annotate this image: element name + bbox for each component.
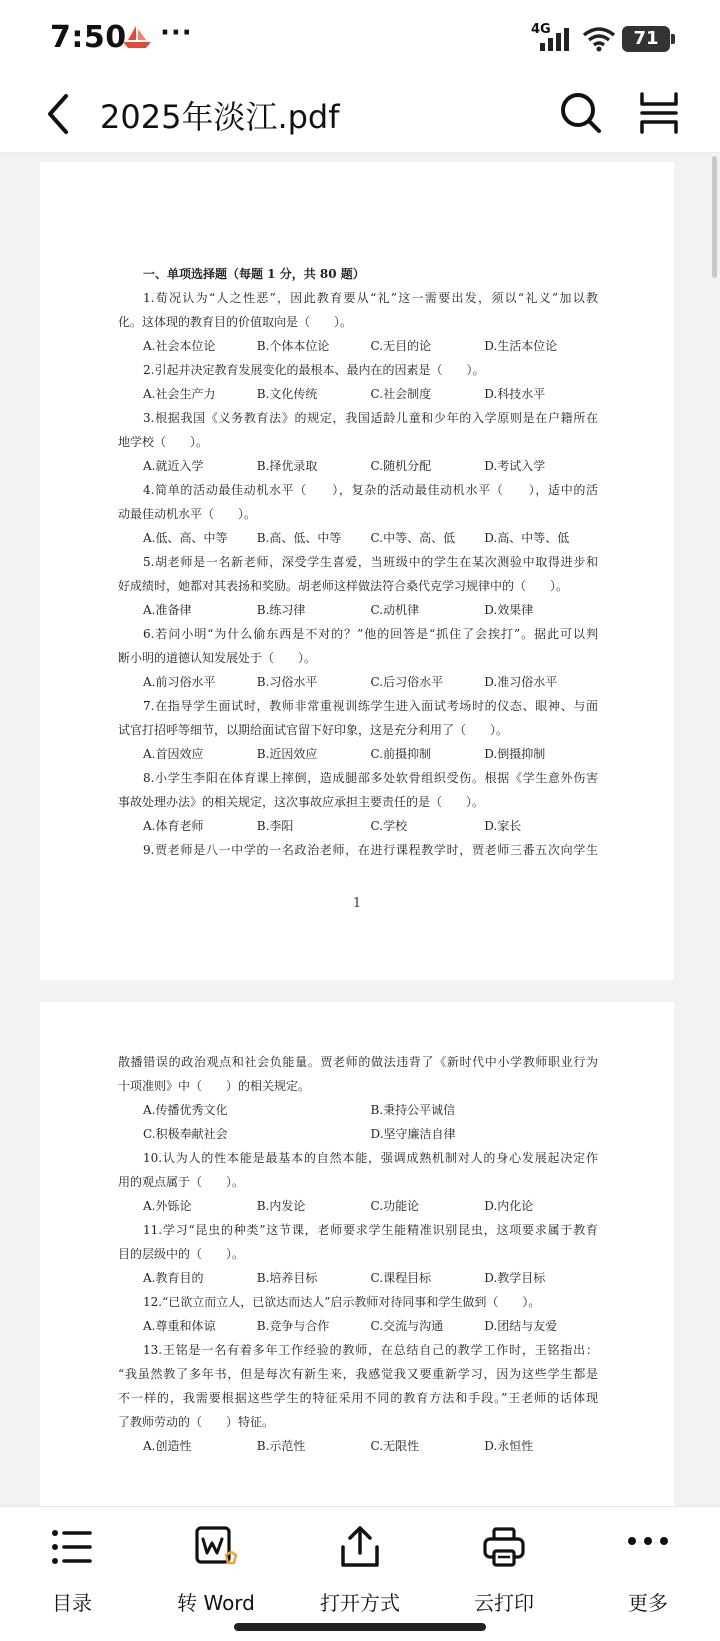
question-line: 十项准则》中（ ）的相关规定。	[118, 1079, 311, 1093]
pdf-page-2	[40, 1002, 674, 1522]
page-2-content	[118, 1050, 598, 1458]
option: C.积极奉献社会	[143, 1127, 228, 1141]
option: C.学校	[370, 819, 408, 833]
option: A.教育目的	[143, 1271, 204, 1285]
option: B.择优录取	[256, 459, 318, 473]
cloud-print-button[interactable]	[444, 1507, 564, 1617]
option: C.无目的论	[370, 339, 432, 353]
option: B.习俗水平	[256, 675, 318, 689]
option: D.科技水平	[484, 387, 546, 401]
pdf-page-1	[40, 162, 674, 980]
status-time: 7:50	[50, 20, 127, 55]
option: C.动机律	[370, 603, 420, 617]
more-dots-icon	[626, 1525, 670, 1569]
question-line: 不一样的，我需要根据这些学生的特征采用不同的教育方法和手段。”王老师的话体现	[118, 1391, 598, 1405]
options-row	[118, 1314, 598, 1338]
options-row	[118, 742, 598, 766]
question-line: 目的层级中的（ ）。	[118, 1247, 245, 1261]
word-convert-icon	[194, 1525, 238, 1569]
option: C.课程目标	[370, 1271, 432, 1285]
option: C.社会制度	[370, 387, 432, 401]
option: A.社会本位论	[143, 339, 216, 353]
options-row	[118, 598, 598, 622]
option: A.创造性	[143, 1439, 192, 1453]
option: D.永恒性	[484, 1439, 534, 1453]
question-line: 6.若问小明“为什么偷东西是不对的？”他的回答是“抓住了会挨打”。据此可以判	[143, 627, 598, 641]
option: B.近因效应	[256, 747, 318, 761]
question-line: 11.学习“昆虫的种类”这节课，老师要求学生能精准识别昆虫，这项要求属于教育	[143, 1223, 598, 1237]
to-word-label: 转 Word	[177, 1591, 255, 1615]
option: C.功能论	[370, 1199, 420, 1213]
option: D.家长	[484, 819, 522, 833]
more-notifications-icon: ···	[160, 18, 193, 48]
question-line: “我虽然教了多年书，但是每次有新生来，我感觉我又要重新学习，因为这些学生都是	[118, 1367, 598, 1381]
option: D.高、中等、低	[484, 531, 570, 545]
option: D.生活本位论	[484, 339, 558, 353]
signal-icon	[540, 26, 576, 52]
question-line: 4.简单的活动最佳动机水平（ ），复杂的活动最佳动机水平（ ），适中的活	[143, 483, 598, 497]
open-with-label: 打开方式	[320, 1591, 400, 1615]
question-line: 1.荀况认为“人之性恶”，因此教育要从“礼”这一需要出发，须以“礼义”加以教	[143, 291, 598, 305]
option: C.前摄抑制	[370, 747, 432, 761]
network-type: 4G	[531, 22, 551, 37]
section-heading: 一、单项选择题（每题 1 分，共 80 题）	[143, 267, 365, 281]
question-line: 用的观点属于（ ）。	[118, 1175, 245, 1189]
question-line: 13.王铭是一名有着多年工作经验的教师，在总结自己的教学工作时，王铭指出：	[143, 1343, 598, 1357]
option: B.高、低、中等	[256, 531, 342, 545]
options-row	[118, 526, 598, 550]
options-row	[118, 1098, 598, 1122]
bottom-toolbar	[0, 1506, 720, 1641]
header-bar	[0, 76, 720, 153]
option: B.秉持公平诚信	[370, 1103, 456, 1117]
option: D.倒摄抑制	[484, 747, 546, 761]
option: A.前习俗水平	[143, 675, 216, 689]
question-line: 断小明的道德认知发展处于（ ）。	[118, 651, 317, 665]
question-line: 9.贾老师是八一中学的一名政治老师，在进行课程教学时，贾老师三番五次向学生	[143, 843, 598, 857]
question-line: 2.引起并决定教育发展变化的最根本、最内在的因素是（ ）。	[143, 363, 485, 377]
option: A.就近入学	[143, 459, 204, 473]
option: A.低、高、中等	[143, 531, 228, 545]
option: B.练习律	[256, 603, 306, 617]
share-icon	[338, 1525, 382, 1569]
question-line: 动最佳动机水平（ ）。	[118, 507, 257, 521]
page-1-content	[118, 262, 598, 862]
question-line: 化。这体现的教育目的价值取向是（ ）。	[118, 315, 353, 329]
option: D.考试入学	[484, 459, 546, 473]
options-row	[118, 1434, 598, 1458]
question-line: 试官打招呼等细节，以期给面试官留下好印象，这是充分利用了（ ）。	[118, 723, 509, 737]
option: C.随机分配	[370, 459, 432, 473]
question-line: 10.认为人的性本能是最基本的自然本能，强调成熟机制对人的身心发展起决定作	[143, 1151, 598, 1165]
page-number: 1	[352, 896, 362, 911]
options-row	[118, 382, 598, 406]
fullscreen-icon[interactable]	[638, 90, 680, 136]
options-row	[118, 1194, 598, 1218]
question-line: 3.根据我国《义务教育法》的规定，我国适龄儿童和少年的入学原则是在户籍所在	[143, 411, 598, 425]
option: B.培养目标	[256, 1271, 318, 1285]
options-row	[118, 670, 598, 694]
question-line: 8.小学生李阳在体育课上摔倒，造成腿部多处软骨组织受伤。根据《学生意外伤害	[143, 771, 598, 785]
option: C.交流与沟通	[370, 1319, 444, 1333]
options-row	[118, 454, 598, 478]
option: C.中等、高、低	[370, 531, 456, 545]
option: A.传播优秀文化	[143, 1103, 228, 1117]
option: D.内化论	[484, 1199, 534, 1213]
list-icon	[50, 1525, 94, 1569]
option: B.文化传统	[256, 387, 318, 401]
question-line: 事故处理办法》的相关规定，这次事故应承担主要责任的是（ ）。	[118, 795, 485, 809]
question-line: 散播错误的政治观点和社会负能量。贾老师的做法违背了《新时代中小学教师职业行为	[118, 1055, 598, 1069]
cloud-print-label: 云打印	[474, 1591, 534, 1615]
question-line: 地学校（ ）。	[118, 435, 209, 449]
option: D.坚守廉洁自律	[370, 1127, 456, 1141]
open-with-button[interactable]	[300, 1507, 420, 1617]
question-line: 5.胡老师是一名新老师，深受学生喜爱，当班级中的学生在某次测验中取得进步和	[143, 555, 598, 569]
option: B.李阳	[256, 819, 294, 833]
options-row	[118, 334, 598, 358]
option: B.示范性	[256, 1439, 306, 1453]
option: A.社会生产力	[143, 387, 216, 401]
option: A.尊重和体谅	[143, 1319, 216, 1333]
option: D.准习俗水平	[484, 675, 558, 689]
search-icon[interactable]	[558, 88, 602, 136]
option: C.后习俗水平	[370, 675, 444, 689]
status-bar	[0, 0, 720, 76]
options-row	[118, 1122, 598, 1146]
option: B.内发论	[256, 1199, 306, 1213]
option: C.无限性	[370, 1439, 420, 1453]
catalog-button[interactable]	[12, 1507, 132, 1617]
home-indicator[interactable]	[234, 1623, 486, 1631]
question-line: 好成绩时，她都对其表扬和奖励。胡老师这样做法符合桑代克学习规律中的（ ）。	[118, 579, 569, 593]
option: B.个体本位论	[256, 339, 330, 353]
option: A.首因效应	[143, 747, 204, 761]
option: A.体育老师	[143, 819, 204, 833]
battery-indicator: 71	[622, 26, 670, 52]
to-word-button[interactable]	[156, 1507, 276, 1617]
printer-icon	[482, 1525, 526, 1569]
options-row	[118, 814, 598, 838]
wifi-icon	[582, 26, 616, 52]
option: B.竞争与合作	[256, 1319, 330, 1333]
options-row	[118, 1266, 598, 1290]
question-line: 12.“已欲立而立人，已欲达而达人”启示教师对待同事和学生做到（ ）。	[143, 1295, 541, 1309]
option: D.团结与友爱	[484, 1319, 558, 1333]
question-line: 了教师劳动的（ ）特征。	[118, 1415, 275, 1429]
more-label: 更多	[628, 1591, 668, 1615]
document-title: 2025年淡江.pdf	[100, 98, 340, 136]
option: A.准备律	[143, 603, 192, 617]
boat-icon	[120, 24, 154, 50]
scrollbar-thumb[interactable]	[712, 156, 717, 278]
question-line: 7.在指导学生面试时，教师非常重视训练学生进入面试考场时的仪态、眼神、与面	[143, 699, 598, 713]
catalog-label: 目录	[52, 1591, 92, 1615]
back-icon[interactable]	[40, 90, 76, 138]
option: A.外铄论	[143, 1199, 192, 1213]
option: D.效果律	[484, 603, 534, 617]
option: D.教学目标	[484, 1271, 546, 1285]
more-button[interactable]	[588, 1507, 708, 1617]
